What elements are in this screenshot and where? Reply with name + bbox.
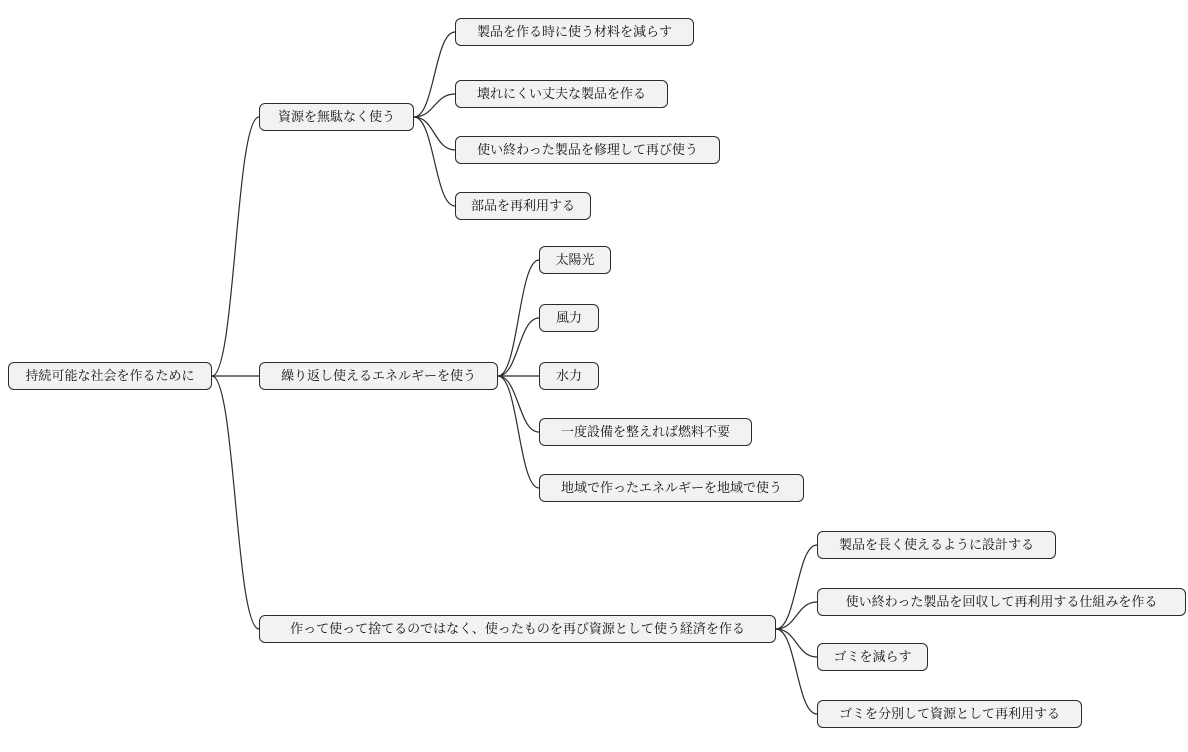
mindmap-leaf-node-2-0[interactable]: 製品を長く使えるように設計する xyxy=(817,531,1056,559)
mindmap-branch-node-1[interactable]: 繰り返し使えるエネルギーを使う xyxy=(259,362,498,390)
mindmap-edge xyxy=(414,94,455,117)
mindmap-edge xyxy=(414,32,455,117)
mindmap-edge xyxy=(414,117,455,206)
mindmap-leaf-node-0-3[interactable]: 部品を再利用する xyxy=(455,192,591,220)
mindmap-branch-node-2[interactable]: 作って使って捨てるのではなく、使ったものを再び資源として使う経済を作る xyxy=(259,615,776,643)
mindmap-edge xyxy=(212,376,259,629)
mindmap-edge xyxy=(776,629,817,714)
mindmap-leaf-node-1-3[interactable]: 一度設備を整えれば燃料不要 xyxy=(539,418,752,446)
mindmap-edge xyxy=(498,318,539,376)
mindmap-leaf-node-1-0[interactable]: 太陽光 xyxy=(539,246,611,274)
mindmap-edge xyxy=(498,376,539,432)
mindmap-leaf-node-1-2[interactable]: 水力 xyxy=(539,362,599,390)
mindmap-leaf-node-1-1[interactable]: 風力 xyxy=(539,304,599,332)
mindmap-leaf-node-0-0[interactable]: 製品を作る時に使う材料を減らす xyxy=(455,18,694,46)
mindmap-leaf-node-0-2[interactable]: 使い終わった製品を修理して再び使う xyxy=(455,136,720,164)
mindmap-edge xyxy=(498,260,539,376)
mindmap-leaf-node-2-2[interactable]: ゴミを減らす xyxy=(817,643,928,671)
mindmap-edge xyxy=(776,545,817,629)
mindmap-branch-node-0[interactable]: 資源を無駄なく使う xyxy=(259,103,414,131)
mindmap-leaf-node-2-1[interactable]: 使い終わった製品を回収して再利用する仕組みを作る xyxy=(817,588,1186,616)
mindmap-root-node: 持続可能な社会を作るために xyxy=(8,362,212,390)
mindmap-edge xyxy=(776,602,817,629)
mindmap-leaf-node-0-1[interactable]: 壊れにくい丈夫な製品を作る xyxy=(455,80,668,108)
mindmap-edge xyxy=(776,629,817,657)
mindmap-edge xyxy=(212,117,259,376)
mindmap-leaf-node-2-3[interactable]: ゴミを分別して資源として再利用する xyxy=(817,700,1082,728)
mindmap-edge xyxy=(414,117,455,150)
mindmap-edge xyxy=(498,376,539,488)
mindmap-leaf-node-1-4[interactable]: 地域で作ったエネルギーを地域で使う xyxy=(539,474,804,502)
